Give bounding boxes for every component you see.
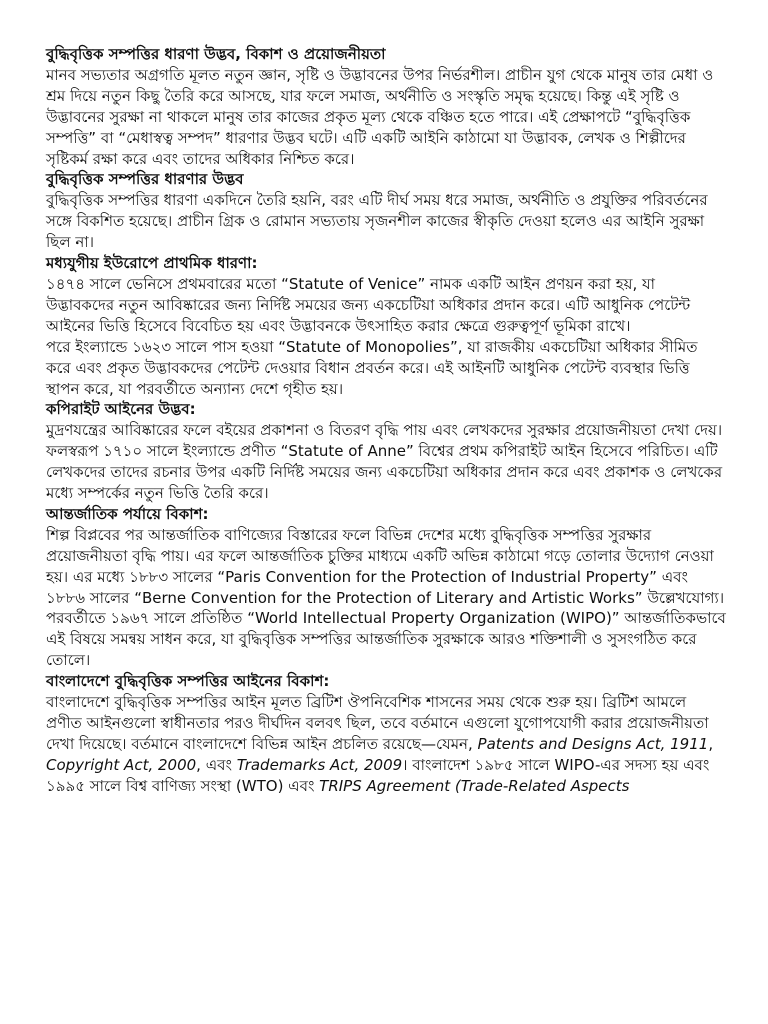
law-title-italic: TRIPS Agreement (Trade-Related Aspects bbox=[319, 776, 630, 795]
subheading-international: আন্তর্জাতিক পর্যায়ে বিকাশ: bbox=[46, 504, 209, 523]
law-title-italic: Patents and Designs Act, 1911 bbox=[477, 734, 709, 753]
english-term: “Statute of Venice” bbox=[281, 274, 426, 293]
english-term: “Statute of Anne” bbox=[280, 442, 414, 461]
subheading-medieval-europe: মধ্যযুগীয় ইউরোপে প্রাথমিক ধারণা: bbox=[46, 254, 258, 273]
text-run: নামক একটি আইন প্রণয়ন করা হয়, যা উদ্ভাবকদের নতুন আবিষ্কারের জন্য নির্দিষ্ট সময়ের জন্য একচেটিয়া অধিকার প্রদান করে। এটি আধুনিক পেটেন্ট আইনের ভিত্তি হিসেবে বিবেচিত হয় এবং উদ্ভাবনকে উৎসাহিত করার ক্ষেত্রে গুরুত্বপূর্ণ ভূমিকা রাখে। bbox=[46, 274, 691, 335]
text-run: বিশ্বের প্রথম কপিরাইট আইন হিসেবে পরিচিত। এটি লেখকদের তাদের রচনার উপর একটি নির্দিষ্ট সময়ের জন্য একচেটিয়া অধিকার প্রদান করে এবং প্রকাশক ও লেখকের মধ্যে সম্পর্কের নতুন ভিত্তি তৈরি করে। bbox=[46, 442, 723, 503]
law-title-italic: Copyright Act, 2000 bbox=[46, 755, 197, 774]
text-run: , এবং bbox=[196, 755, 237, 774]
text-run: পরে ইংল্যান্ডে ১৬২৩ সালে পাস হওয়া bbox=[46, 337, 279, 356]
english-term: “Paris Convention for the Protection of Industrial Property” bbox=[217, 567, 657, 586]
subheading-copyright: কপিরাইট আইনের উদ্ভব: bbox=[46, 400, 196, 419]
paragraph-copyright bbox=[46, 420, 726, 504]
text-run: শিল্প বিপ্লবের পর আন্তর্জাতিক বাণিজ্যের বিস্তারের ফলে বিভিন্ন দেশের মধ্যে বুদ্ধিবৃত্তিক সম্পত্তির সুরক্ষার প্রয়োজনীয়তা বৃদ্ধি পায়। এর ফলে আন্তর্জাতিক চুক্তির মাধ্যমে একটি অভিন্ন কাঠামো গড়ে তোলার উদ্যোগ নেওয়া হয়। এর মধ্যে ১৮৮৩ সালের bbox=[46, 525, 714, 586]
text-run: বাংলাদেশে বুদ্ধিবৃত্তিক সম্পত্তির আইন মূলত ব্রিটিশ ঔপনিবেশিক শাসনের সময় থেকে শুরু হয়। ব্রিটিশ আমলে প্রণীত আইনগুলো স্বাধীনতার পরও দীর্ঘদিন বলবৎ ছিল, তবে বর্তমানে এগুলো যুগোপযোগী করার প্রয়োজনীয়তা দেখা দিয়েছে। বর্তমানে বাংলাদেশে বিভিন্ন আইন প্রচলিত রয়েছে—যেমন, bbox=[46, 693, 709, 753]
english-term: “Berne Convention for the Protection of Literary and Artistic Works” bbox=[134, 588, 643, 607]
section-heading-origin: বুদ্ধিবৃত্তিক সম্পত্তির ধারণার উদ্ভব bbox=[46, 170, 244, 189]
text-run: , bbox=[708, 734, 714, 753]
text-run: এবং ১৮৮৬ সালের bbox=[46, 567, 688, 607]
text-run: মুদ্রণযন্ত্রের আবিষ্কারের ফলে বইয়ের প্রকাশনা ও বিতরণ বৃদ্ধি পায় এবং লেখকদের সুরক্ষার প্রয়োজনীয়তা দেখা দেয়। ফলস্বরূপ ১৭১০ সালে ইংল্যান্ডে প্রণীত bbox=[46, 421, 723, 461]
english-term: “Statute of Monopolies” bbox=[278, 337, 458, 356]
law-title-italic: Trademarks Act, 2009 bbox=[236, 755, 403, 774]
paragraph-international bbox=[46, 525, 726, 671]
text-run: আন্তর্জাতিকভাবে এই বিষয়ে সমন্বয় সাধন করে, যা বুদ্ধিবৃত্তিক সম্পত্তির আন্তর্জাতিক সুরক্ষাকে আরও শক্তিশালী ও সুসংগঠিত করে তোলে। bbox=[46, 609, 726, 670]
document-page bbox=[46, 44, 726, 797]
text-run: উল্লেখযোগ্য। পরবর্তীতে ১৯৬৭ সালে প্রতিষ্ঠিত bbox=[46, 588, 725, 628]
paragraph-venice bbox=[46, 274, 726, 337]
paragraph-monopolies bbox=[46, 337, 726, 400]
text-run: ১৪৭৪ সালে ভেনিসে প্রথমবারের মতো bbox=[46, 274, 282, 293]
text-run: । বাংলাদেশ ১৯৮৫ সালে WIPO-এর সদস্য হয় এবং ১৯৯৫ সালে বিশ্ব বাণিজ্য সংস্থা (WTO) এবং bbox=[46, 755, 710, 795]
paragraph-intro: মানব সভ্যতার অগ্রগতি মূলত নতুন জ্ঞান, সৃষ্টি ও উদ্ভাবনের উপর নির্ভরশীল। প্রাচীন যুগ থেকে মানুষ তার মেধা ও শ্রম দিয়ে নতুন কিছু তৈরি করে আসছে, যার ফলে সমাজ, অর্থনীতি ও সংস্কৃতি সমৃদ্ধ হয়েছে। কিন্তু এই সৃষ্টি ও উদ্ভাবনের সুরক্ষা না থাকলে মানুষ তার কাজের প্রকৃত মূল্য থেকে বঞ্চিত হতে পারে। এই প্রেক্ষাপটে “বুদ্ধিবৃত্তিক সম্পত্তি” বা “মেধাস্বত্ব সম্পদ” ধারণার উদ্ভব ঘটে। এটি একটি আইনি কাঠামো যা উদ্ভাবক, লেখক ও শিল্পীদের সৃষ্টিকর্ম রক্ষা করে এবং তাদের অধিকার নিশ্চিত করে। bbox=[46, 65, 714, 168]
subheading-bangladesh: বাংলাদেশে বুদ্ধিবৃত্তিক সম্পত্তির আইনের বিকাশ: bbox=[46, 672, 330, 691]
document-title: বুদ্ধিবৃত্তিক সম্পত্তির ধারণা উদ্ভব, বিকাশ ও প্রয়োজনীয়তা bbox=[46, 45, 386, 63]
paragraph-origin: বুদ্ধিবৃত্তিক সম্পত্তির ধারণা একদিনে তৈরি হয়নি, বরং এটি দীর্ঘ সময় ধরে সমাজ, অর্থনীতি ও প্রযুক্তির পরিবর্তনের সঙ্গে বিকশিত হয়েছে। প্রাচীন গ্রিক ও রোমান সভ্যতায় সৃজনশীল কাজের স্বীকৃতি দেওয়া হলেও এর আইনি সুরক্ষা ছিল না। bbox=[46, 191, 708, 252]
paragraph-bangladesh bbox=[46, 692, 726, 797]
text-run: , যা রাজকীয় একচেটিয়া অধিকার সীমিত করে এবং প্রকৃত উদ্ভাবকদের পেটেন্ট দেওয়ার বিধান প্রবর্তন করে। এই আইনটি আধুনিক পেটেন্ট ব্যবস্থার ভিত্তি স্থাপন করে, যা পরবর্তীতে অন্যান্য দেশে গৃহীত হয়। bbox=[46, 337, 698, 398]
english-term: “World Intellectual Property Organization (WIPO)” bbox=[247, 609, 620, 628]
